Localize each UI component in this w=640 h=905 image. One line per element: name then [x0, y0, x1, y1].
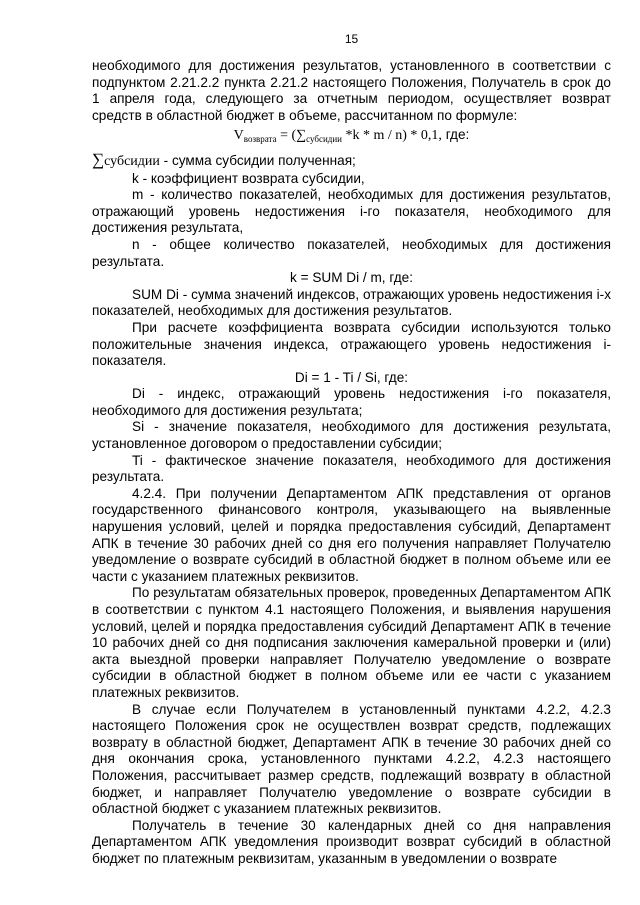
paragraph-checks: По результатам обязательных проверок, проведенных Департаментом АПК в соответствии с пунктом 4.1 настоящего Положения, и выявления нарушения условий, целей и порядка предоставления субсидий Департамент АПК в течение 10 рабочих дней со дня подписания заключения камеральной проверки и (или) акта выездной проверки направляет Получателю уведомление о возврате субсидии в областной бюджет в полном объеме или ее части с указанием платежных реквизитов. — [92, 585, 611, 700]
formula-sum-sub: субсидии — [306, 134, 342, 145]
formula-middle: = ( — [276, 128, 297, 144]
formula-where: где: — [441, 127, 470, 143]
paragraph-calc: При расчете коэффициента возврата субсидии используются только положительные значения индекса, отражающего уровень недостижения i-показателя. — [92, 319, 611, 369]
formula-v-sub: возврата — [243, 134, 277, 145]
formula-k: k = SUM Di / m, где: — [290, 270, 413, 286]
document-body — [92, 58, 611, 868]
definition-ti: Ti - фактическое значение показателя, необходимого для достижения результата. — [92, 452, 611, 485]
formula-return-volume — [92, 127, 611, 148]
definition-m: m - количество показателей, необходимых для достижения результатов, отражающий уровень недостижения i-го показателя, необходимого для достижения результата, — [92, 187, 611, 236]
paragraph-case: В случае если Получателем в установленный пунктами 4.2.2, 4.2.3 настоящего Положения срок не осуществлен возврат средств, подлежащих возврату в областной бюджет, Департамент АПК в течение 30 рабочих дней со дня окончания срока, установленного пунктами 4.2.2, 4.2.3 настоящего Положения, рассчитывает размер средств, подлежащий возврату в областной бюджет, и направляет Получателю уведомление о возврате субсидии в областной бюджет с указанием платежных реквизитов. — [92, 701, 611, 817]
formula-rest: *k * m / n) * 0,1, — [341, 128, 442, 144]
sum-sigma: ∑ — [92, 149, 105, 169]
paragraph-intro: необходимого для достижения результатов, установленного в соответствии с подпунктом 2.21.2.2 пункта 2.21.2 настоящего Положения, Получатель в срок до 1 апреля года, следующего за отчетным периодом, осуществляет возврат средств в областной бюджет в объеме, рассчитанном по формуле: — [92, 58, 611, 123]
formula-sum-symbol: ∑ — [296, 128, 307, 144]
definition-di: Di - индекс, отражающий уровень недостижения i-го показателя, необходимого для достижения результата; — [92, 386, 611, 418]
definition-k: k - коэффициент возврата субсидии, — [132, 170, 365, 186]
definition-sum — [92, 149, 611, 171]
page-number: 15 — [344, 32, 359, 46]
formula-di: Di = 1 - Ti / Si, где: — [294, 369, 409, 385]
paragraph-last: Получатель в течение 30 календарных дней со дня направления Департаментом АПК уведомления производит возврат субсидий в областной бюджет по платежным реквизитам, указанным в уведомлении о возврате — [92, 817, 611, 866]
definition-n: n - общее количество показателей, необходимых для достижения результата. — [92, 236, 611, 269]
definition-si: Si - значение показателя, необходимого для достижения результата, установленное договором о предоставлении субсидии; — [92, 419, 611, 452]
formula-v: V — [233, 128, 244, 144]
sum-word: субсидии — [104, 153, 160, 169]
paragraph-4-2-4: 4.2.4. При получении Департаментом АПК представления от органов государственного финансового контроля, указывающего на выявленные нарушения условий, целей и порядка предоставления субсидий, Департамент АПК в течение 30 рабочих дней со дня его получения направляет Получателю уведомление о возврате субсидий в областной бюджет в полном объеме или ее части с указанием платежных реквизитов. — [92, 485, 611, 584]
sum-desc: - сумма субсидии полученная; — [159, 152, 356, 168]
document-page — [92, 0, 611, 905]
definition-sum-di: SUM Di - сумма значений индексов, отражающих уровень недостижения i-х показателей, необходимых для достижения результатов. — [92, 286, 611, 319]
